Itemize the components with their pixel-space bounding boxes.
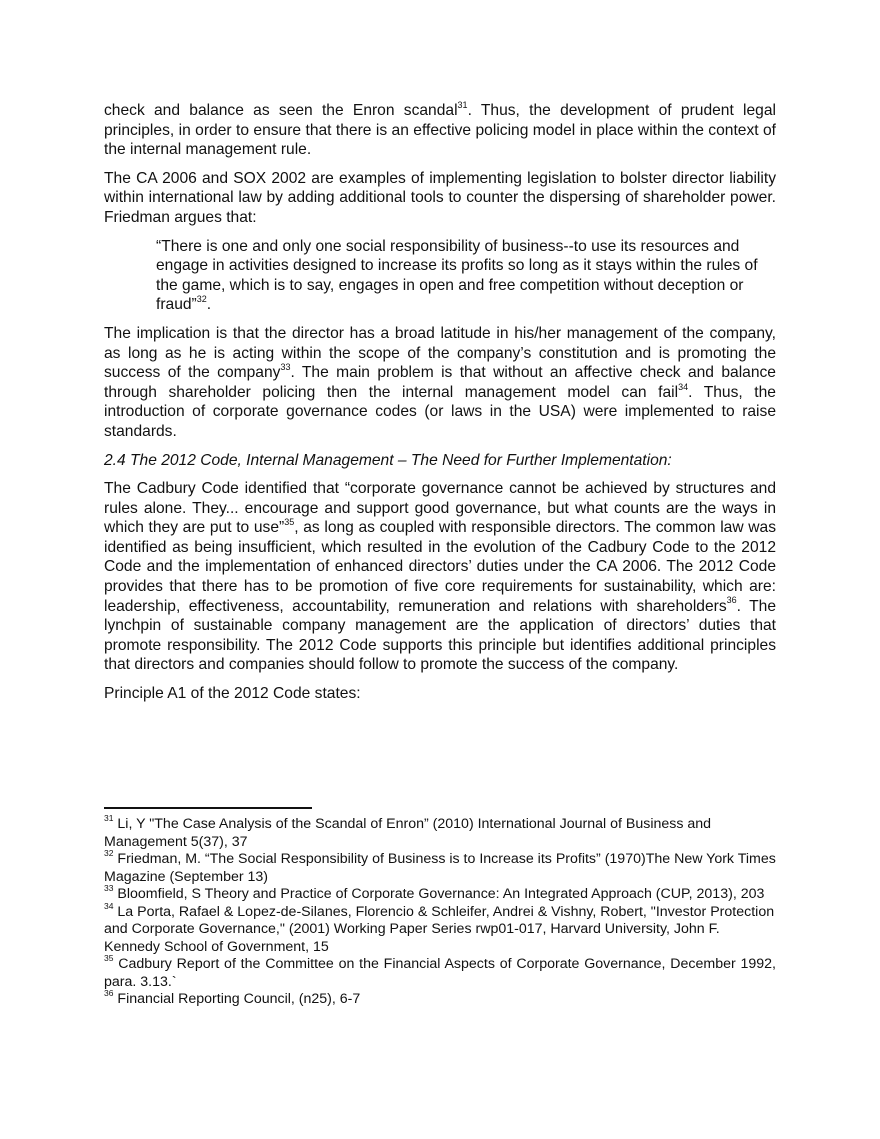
paragraph-text: . Thus, the introduction of corporate governance codes (or laws in the USA) were implemented to raise standards.: [104, 383, 776, 440]
quote-text: “There is one and only one social responsibility of business--to use its resources and engage in activities designed to increase its profits so long as it stays within the rules of the game, which is to say, engages in open and free competition without deception or fraud”: [156, 237, 758, 314]
footnote-number: 32: [104, 848, 114, 859]
body-text: [104, 101, 776, 713]
footnote-32: [104, 848, 776, 886]
footnote-34: [104, 900, 776, 957]
footnote-31: [104, 813, 776, 851]
footnote-ref-32[interactable]: 32: [196, 294, 207, 305]
footnote-number: 36: [104, 988, 114, 999]
friedman-quote: [156, 237, 776, 315]
paragraph-text: The implication is that the director has a broad latitude in his/her management of the company, as long as he is acting within the scope of the company’s constitution and is promoting the success of the company: [104, 324, 776, 382]
footnote-number: 33: [104, 883, 114, 894]
footnote-number: 31: [104, 813, 114, 824]
footnote-number: 35: [104, 953, 114, 964]
footnote-text: Friedman, M. “The Social Responsibility of Business is to Increase its Profits” (1970)The New York Times Magazine (September 13): [104, 851, 776, 885]
paragraph-text: , as long as coupled with responsible directors. The common law was identified as being insufficient, which resulted in the evolution of the Cadbury Code to the 2012 Code and the implementation of enhanced directors’ duties under the CA 2006. The 2012 Code provides that there has to be promotion of five core requirements for sustainability, which are: leadership, effectiveness, accountability, remuneration and relations with shareholders: [104, 519, 777, 615]
footnote-text: Li, Y "The Case Analysis of the Scandal of Enron” (2010) International Journal of Business and Management 5(37), 37: [104, 816, 712, 850]
footnote-separator: [104, 807, 312, 809]
footnote-text: La Porta, Rafael & Lopez-de-Silanes, Florencio & Schleifer, Andrei & Vishny, Robert, "Investor Protection and Corporate Governance," (2001) Working Paper Series rwp01-017, Harvard University, John F. Kennedy School of Government, 15: [104, 903, 775, 955]
paragraph-implication: [104, 324, 776, 442]
paragraph-text: The Cadbury Code identified that “corporate governance cannot be achieved by structures and rules alone. They... encourage and support good governance, but what counts are the ways in which they are put to use”: [104, 480, 776, 537]
footnote-number: 34: [104, 900, 114, 911]
footnote-ref-31[interactable]: 31: [457, 99, 468, 110]
footnote-ref-35[interactable]: 35: [284, 517, 295, 528]
paragraph-legislation: The CA 2006 and SOX 2002 are examples of implementing legislation to bolster director liability within international law by adding additional tools to counter the dispersing of shareholder power. Friedman argues that:: [104, 169, 776, 226]
footnote-text: Cadbury Report of the Committee on the Financial Aspects of Corporate Governance, December 1992, para. 3.13.`: [104, 956, 776, 990]
paragraph-text: . Thus, the development of prudent legal principles, in order to ensure that there is an effective policing model in place within the context of the internal management rule.: [104, 102, 776, 159]
paragraph-text: . The main problem is that without an affective check and balance through shareholder policing then the internal management model can fail: [104, 364, 776, 401]
footnote-ref-36[interactable]: 36: [726, 595, 737, 606]
paragraph-principle-a1: Principle A1 of the 2012 Code states:: [104, 685, 361, 703]
footnote-ref-34[interactable]: 34: [678, 381, 689, 392]
footnote-text: Financial Reporting Council, (n25), 6-7: [113, 991, 361, 1007]
section-heading: 2.4 The 2012 Code, Internal Management – The Need for Further Implementation:: [104, 451, 672, 469]
footnote-ref-33[interactable]: 33: [280, 361, 291, 372]
paragraph-text: check and balance as seen the Enron scandal: [104, 102, 458, 119]
footnote-35: [104, 953, 776, 991]
footnote-33: [104, 883, 776, 904]
paragraph-text: . The lynchpin of sustainable company management are the application of directors’ duties that promote responsibility. The 2012 Code supports this principle but identifies additional principles that directors and companies should follow to promote the success of the company.: [104, 597, 776, 674]
paragraph-cadbury: [104, 479, 776, 675]
paragraph-enron: [104, 101, 776, 160]
quote-text: .: [206, 296, 212, 314]
footnote-text: Bloomfield, S Theory and Practice of Corporate Governance: An Integrated Approach (CUP, 2013), 203: [113, 886, 765, 902]
footnotes: [104, 813, 776, 1009]
footnote-36: [104, 988, 776, 1009]
